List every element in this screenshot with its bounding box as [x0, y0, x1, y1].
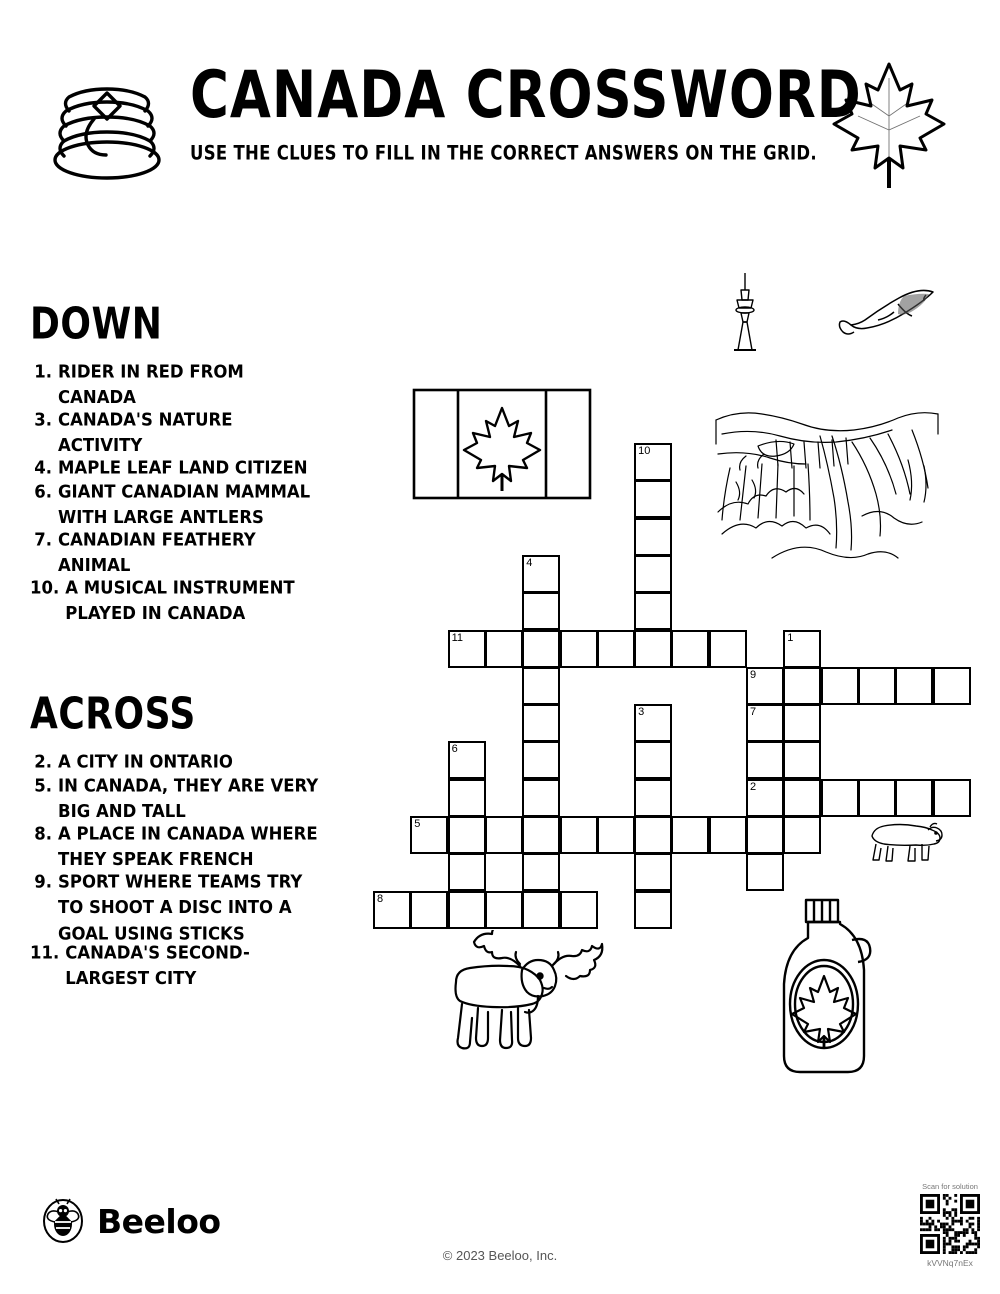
grid-cell-start-4[interactable]: [522, 555, 560, 593]
clue-number: 3.: [34, 409, 52, 430]
grid-cell-number: 7: [750, 706, 757, 719]
clue-number: 8.: [34, 823, 52, 845]
grid-cell[interactable]: [485, 891, 523, 929]
grid-cell-number: 3: [638, 706, 645, 719]
grid-cell[interactable]: [895, 667, 933, 705]
grid-cell[interactable]: [522, 853, 560, 891]
grid-cell-start-2[interactable]: [746, 779, 784, 817]
clue-text: GIANT CANADIAN MAMMAL WITH LARGE ANTLERS: [58, 481, 311, 528]
grid-cell[interactable]: [522, 816, 560, 854]
grid-cell[interactable]: [448, 779, 486, 817]
grid-cell[interactable]: [783, 667, 821, 705]
clue-number: 10.: [30, 576, 60, 598]
clue-text: RIDER IN RED FROM CANADA: [58, 361, 244, 408]
bee-logo-icon: [42, 1198, 84, 1244]
grid-cell[interactable]: [634, 816, 672, 854]
grid-cell-start-1[interactable]: [783, 630, 821, 668]
grid-cell-start-8[interactable]: [373, 891, 411, 929]
clue-number: 4.: [34, 456, 52, 478]
clue-number: 2.: [34, 751, 52, 773]
grid-cell[interactable]: [746, 816, 784, 854]
grid-cell-start-7[interactable]: [746, 704, 784, 742]
grid-cell[interactable]: [522, 704, 560, 742]
grid-cell[interactable]: [709, 816, 747, 854]
grid-cell[interactable]: [410, 891, 448, 929]
qr-block[interactable]: [908, 1182, 992, 1268]
grid-cell[interactable]: [522, 891, 560, 929]
grid-cell[interactable]: [783, 779, 821, 817]
copyright-text: © 2023 Beeloo, Inc.: [442, 1248, 558, 1263]
grid-cell[interactable]: [709, 630, 747, 668]
grid-cell[interactable]: [522, 592, 560, 630]
grid-cell-number: 10: [638, 445, 651, 457]
clue-number: 1.: [34, 361, 52, 383]
page-footer: [0, 1180, 1000, 1294]
canada-flag-icon: [412, 388, 592, 500]
grid-cell[interactable]: [634, 518, 672, 556]
grid-cell-number: 11: [451, 631, 464, 644]
niagara-falls-icon: [712, 372, 942, 584]
clue-text: SPORT WHERE TEAMS TRY TO SHOOT A DISC INTO A GOAL USING STICKS: [58, 871, 303, 944]
clue-number: 9.: [34, 871, 52, 893]
grid-cell[interactable]: [634, 592, 672, 630]
grid-cell[interactable]: [634, 480, 672, 518]
grid-cell-number: 4: [526, 556, 533, 569]
clue-text: CANADIAN FEATHERY ANIMAL: [58, 529, 256, 576]
grid-cell[interactable]: [560, 891, 598, 929]
clue-number: 6.: [34, 481, 52, 503]
whale-icon: [838, 282, 938, 344]
grid-cell[interactable]: [634, 891, 672, 929]
clue-text: A MUSICAL INSTRUMENT PLAYED IN CANADA: [65, 576, 295, 624]
grid-cell-start-3[interactable]: [634, 704, 672, 742]
grid-cell[interactable]: [522, 741, 560, 779]
grid-cell[interactable]: [485, 816, 523, 854]
grid-cell[interactable]: [783, 816, 821, 854]
polar-bear-icon: [866, 818, 944, 864]
clue-text: CANADA'S NATURE ACTIVITY: [58, 409, 233, 456]
moose-icon: [448, 930, 616, 1062]
grid-cell[interactable]: [933, 667, 971, 705]
grid-cell[interactable]: [895, 779, 933, 817]
brand-name: Beeloo: [97, 1201, 221, 1241]
grid-cell[interactable]: [522, 779, 560, 817]
grid-cell-start-6[interactable]: [448, 741, 486, 779]
grid-cell-start-10[interactable]: [634, 443, 672, 481]
grid-cell-start-11[interactable]: [448, 630, 486, 668]
clue-number: 11.: [30, 942, 60, 964]
grid-cell-number: 8: [377, 892, 384, 905]
grid-cell-number: 9: [750, 668, 757, 681]
grid-cell[interactable]: [448, 891, 486, 929]
down-heading: DOWN: [30, 300, 163, 350]
grid-cell[interactable]: [448, 853, 486, 891]
grid-cell[interactable]: [858, 667, 896, 705]
grid-cell-number: 2: [750, 780, 757, 793]
grid-cell[interactable]: [634, 853, 672, 891]
clue-number: 7.: [34, 529, 52, 551]
grid-cell[interactable]: [746, 741, 784, 779]
grid-cell[interactable]: [448, 816, 486, 854]
grid-cell-start-5[interactable]: [410, 816, 448, 854]
page-title: CANADA CROSSWORD: [190, 58, 862, 133]
clue-text: A CITY IN ONTARIO: [58, 751, 233, 773]
grid-cell[interactable]: [485, 630, 523, 668]
grid-cell[interactable]: [783, 704, 821, 742]
grid-cell-number: 6: [451, 743, 458, 756]
grid-cell[interactable]: [933, 779, 971, 817]
grid-cell[interactable]: [597, 816, 635, 854]
grid-cell[interactable]: [560, 816, 598, 854]
grid-cell[interactable]: [522, 630, 560, 668]
grid-cell[interactable]: [634, 741, 672, 779]
grid-cell[interactable]: [560, 630, 598, 668]
qr-code-icon[interactable]: [920, 1194, 980, 1254]
grid-cell-number: 1: [787, 631, 794, 644]
page-subtitle: USE THE CLUES TO FILL IN THE CORRECT ANSWERS ON THE GRID.: [190, 141, 817, 165]
grid-cell[interactable]: [671, 630, 709, 668]
clue-text: IN CANADA, THEY ARE VERY BIG AND TALL: [58, 775, 319, 823]
clue-text: CANADA'S SECOND-LARGEST CITY: [65, 942, 250, 990]
grid-cell[interactable]: [821, 779, 859, 817]
brand-block: [42, 1198, 221, 1244]
grid-cell[interactable]: [634, 779, 672, 817]
clue-text: A PLACE IN CANADA WHERE THEY SPEAK FRENCH: [58, 823, 318, 871]
qr-id: kVVNq7nEx: [927, 1258, 973, 1268]
grid-cell-number: 5: [414, 818, 421, 830]
grid-cell[interactable]: [634, 555, 672, 593]
grid-cell[interactable]: [522, 667, 560, 705]
grid-cell[interactable]: [858, 779, 896, 817]
grid-cell[interactable]: [597, 630, 635, 668]
grid-cell[interactable]: [634, 630, 672, 668]
grid-cell[interactable]: [783, 741, 821, 779]
cn-tower-icon: [722, 272, 768, 354]
maple-syrup-bottle-icon: [772, 896, 876, 1084]
clue-text: MAPLE LEAF LAND CITIZEN: [58, 456, 308, 478]
grid-cell-start-9[interactable]: [746, 667, 784, 705]
clue-number: 5.: [34, 775, 52, 797]
grid-cell[interactable]: [671, 816, 709, 854]
qr-label: Scan for solution: [922, 1182, 978, 1191]
across-heading: ACROSS: [30, 690, 196, 740]
grid-cell[interactable]: [821, 667, 859, 705]
grid-cell[interactable]: [746, 853, 784, 891]
